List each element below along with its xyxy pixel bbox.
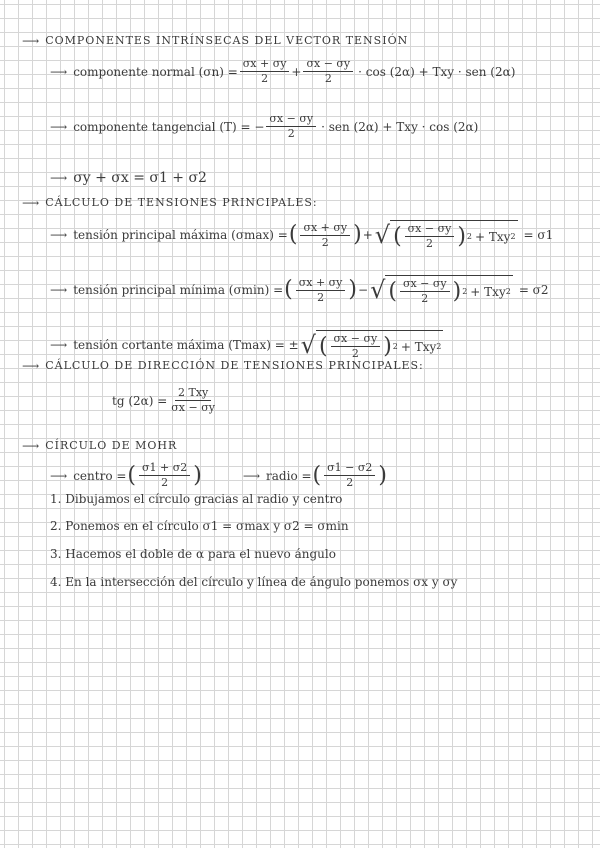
numerator: σ1 − σ2 xyxy=(324,462,375,476)
numerator: σx − σy xyxy=(266,113,316,127)
arrow-right-icon: ⟶ xyxy=(22,196,40,210)
paren-close: ) xyxy=(452,278,462,304)
heading-text: CÍRCULO DE MOHR xyxy=(45,439,178,452)
heading-direccion xyxy=(22,358,424,374)
formula-normal xyxy=(50,58,515,85)
plus-sign: + xyxy=(362,228,373,242)
formula-sigma-min xyxy=(50,275,549,305)
formula-tail: · sen (2α) + Txy · cos (2α) xyxy=(321,119,479,134)
numerator: σx + σy xyxy=(300,222,350,236)
fraction xyxy=(324,462,375,489)
paren-open: ( xyxy=(388,278,397,304)
paren-open: ( xyxy=(318,333,328,359)
arrow-right-icon: ⟶ xyxy=(50,171,68,185)
step-4 xyxy=(50,574,457,590)
step-2 xyxy=(50,518,349,534)
centro-label: centro = xyxy=(73,468,127,483)
arrow-right-icon: ⟶ xyxy=(50,468,68,483)
arrow-right-icon: ⟶ xyxy=(50,64,68,79)
minus-sign: − xyxy=(358,283,369,297)
formula-tg xyxy=(112,387,217,414)
fraction xyxy=(331,333,381,360)
numerator: σx + σy xyxy=(296,277,346,291)
step-text: 2. Ponemos en el círculo σ1 = σmax y σ2 = σmin xyxy=(50,519,349,533)
numerator: σx − σy xyxy=(405,223,455,237)
heading-componentes xyxy=(22,33,408,49)
step-text: 1. Dibujamos el círculo gracias al radio y centro xyxy=(50,492,343,506)
denominator: 2 xyxy=(421,292,429,305)
fraction xyxy=(139,462,190,489)
denominator: 2 xyxy=(346,476,354,489)
square-root xyxy=(370,275,513,305)
fraction xyxy=(171,387,215,414)
numerator: 2 Txy xyxy=(175,387,211,401)
txy-term: + Txy xyxy=(400,339,437,354)
paren-open: ( xyxy=(127,462,136,488)
fraction xyxy=(303,58,353,85)
fraction xyxy=(405,223,455,250)
arrow-right-icon: ⟶ xyxy=(22,359,40,373)
arrow-right-icon: ⟶ xyxy=(22,439,40,453)
radical-icon: √ xyxy=(300,331,316,359)
radical-icon: √ xyxy=(370,276,386,304)
formula-label: tensión cortante máxima (Tmax) = ± xyxy=(73,338,299,352)
paren-open: ( xyxy=(312,462,322,488)
formula-label: tg (2α) = xyxy=(112,393,168,408)
heading-text: CÁLCULO DE TENSIONES PRINCIPALES: xyxy=(45,196,318,209)
paren-close: ) xyxy=(348,277,357,302)
square-root xyxy=(375,220,518,250)
paren-open: ( xyxy=(288,222,298,247)
numerator: σx − σy xyxy=(331,333,381,347)
formula-tangencial xyxy=(50,113,478,140)
paren-close: ) xyxy=(383,333,392,359)
denominator: 2 xyxy=(261,72,269,85)
exponent: 2 xyxy=(505,286,511,296)
invariant-sum xyxy=(50,170,207,186)
radicand xyxy=(316,330,443,360)
exponent: 2 xyxy=(510,231,516,241)
arrow-right-icon: ⟶ xyxy=(50,283,68,297)
fraction xyxy=(266,113,316,140)
step-3 xyxy=(50,546,336,562)
denominator: 2 xyxy=(321,235,329,249)
arrow-right-icon: ⟶ xyxy=(50,338,68,352)
numerator: σ1 + σ2 xyxy=(139,462,190,476)
numerator: σx − σy xyxy=(303,58,353,72)
fraction xyxy=(240,58,290,85)
paren-close: ) xyxy=(457,223,466,249)
formula-label: componente tangencial (T) = − xyxy=(73,119,265,134)
formula-label: componente normal (σn) = xyxy=(73,64,238,79)
step-text: 3. Hacemos el doble de α para el nuevo ángulo xyxy=(50,547,336,561)
radio-label: radio = xyxy=(266,468,312,483)
exponent: 2 xyxy=(392,341,398,351)
result: = σ1 xyxy=(523,228,554,242)
txy-term: + Txy xyxy=(475,229,511,244)
paren-close: ) xyxy=(353,222,362,247)
radical-icon: √ xyxy=(374,221,391,249)
fraction xyxy=(300,222,350,249)
formula-sigma-max xyxy=(50,220,553,250)
txy-term: + Txy xyxy=(470,284,506,299)
arrow-right-icon: ⟶ xyxy=(22,34,40,48)
heading-text: CÁLCULO DE DIRECCIÓN DE TENSIONES PRINCIPALES: xyxy=(45,359,424,372)
result: = σ2 xyxy=(518,283,549,297)
denominator: 2 xyxy=(426,237,433,250)
step-text: 4. En la intersección del círculo y línea de ángulo ponemos σx y σy xyxy=(50,575,458,589)
paren-close: ) xyxy=(193,462,202,488)
formula-centro-radio xyxy=(50,462,388,489)
formula-tail: · cos (2α) + Txy · sen (2α) xyxy=(358,64,516,79)
denominator: σx − σy xyxy=(171,401,215,414)
denominator: 2 xyxy=(351,347,359,360)
sum-equation: σy + σx = σ1 + σ2 xyxy=(73,170,207,186)
paren-close: ) xyxy=(378,462,387,488)
heading-mohr xyxy=(22,438,177,454)
exponent: 2 xyxy=(466,231,473,241)
denominator: 2 xyxy=(324,72,332,85)
fraction xyxy=(296,277,346,304)
radicand xyxy=(385,275,512,305)
numerator: σx + σy xyxy=(240,58,290,72)
fraction xyxy=(400,278,450,305)
denominator: 2 xyxy=(317,290,325,304)
formula-tau-max xyxy=(50,330,445,360)
step-1 xyxy=(50,491,342,507)
numerator: σx − σy xyxy=(400,278,450,292)
exponent: 2 xyxy=(462,286,468,296)
square-root xyxy=(301,330,444,360)
heading-text: COMPONENTES INTRÍNSECAS DEL VECTOR TENSIÓN xyxy=(45,34,409,47)
formula-label: tensión principal mínima (σmin) = xyxy=(73,283,284,297)
formula-label: tensión principal máxima (σmax) = xyxy=(73,228,288,242)
arrow-right-icon: ⟶ xyxy=(242,468,261,483)
paren-open: ( xyxy=(284,277,293,302)
heading-calculo-tensiones xyxy=(22,195,318,211)
denominator: 2 xyxy=(161,476,169,489)
denominator: 2 xyxy=(287,127,295,140)
exponent: 2 xyxy=(436,341,442,351)
plus-sign: + xyxy=(291,64,302,79)
paren-open: ( xyxy=(393,223,402,249)
arrow-right-icon: ⟶ xyxy=(50,228,68,242)
arrow-right-icon: ⟶ xyxy=(50,119,68,134)
radicand xyxy=(390,220,517,250)
